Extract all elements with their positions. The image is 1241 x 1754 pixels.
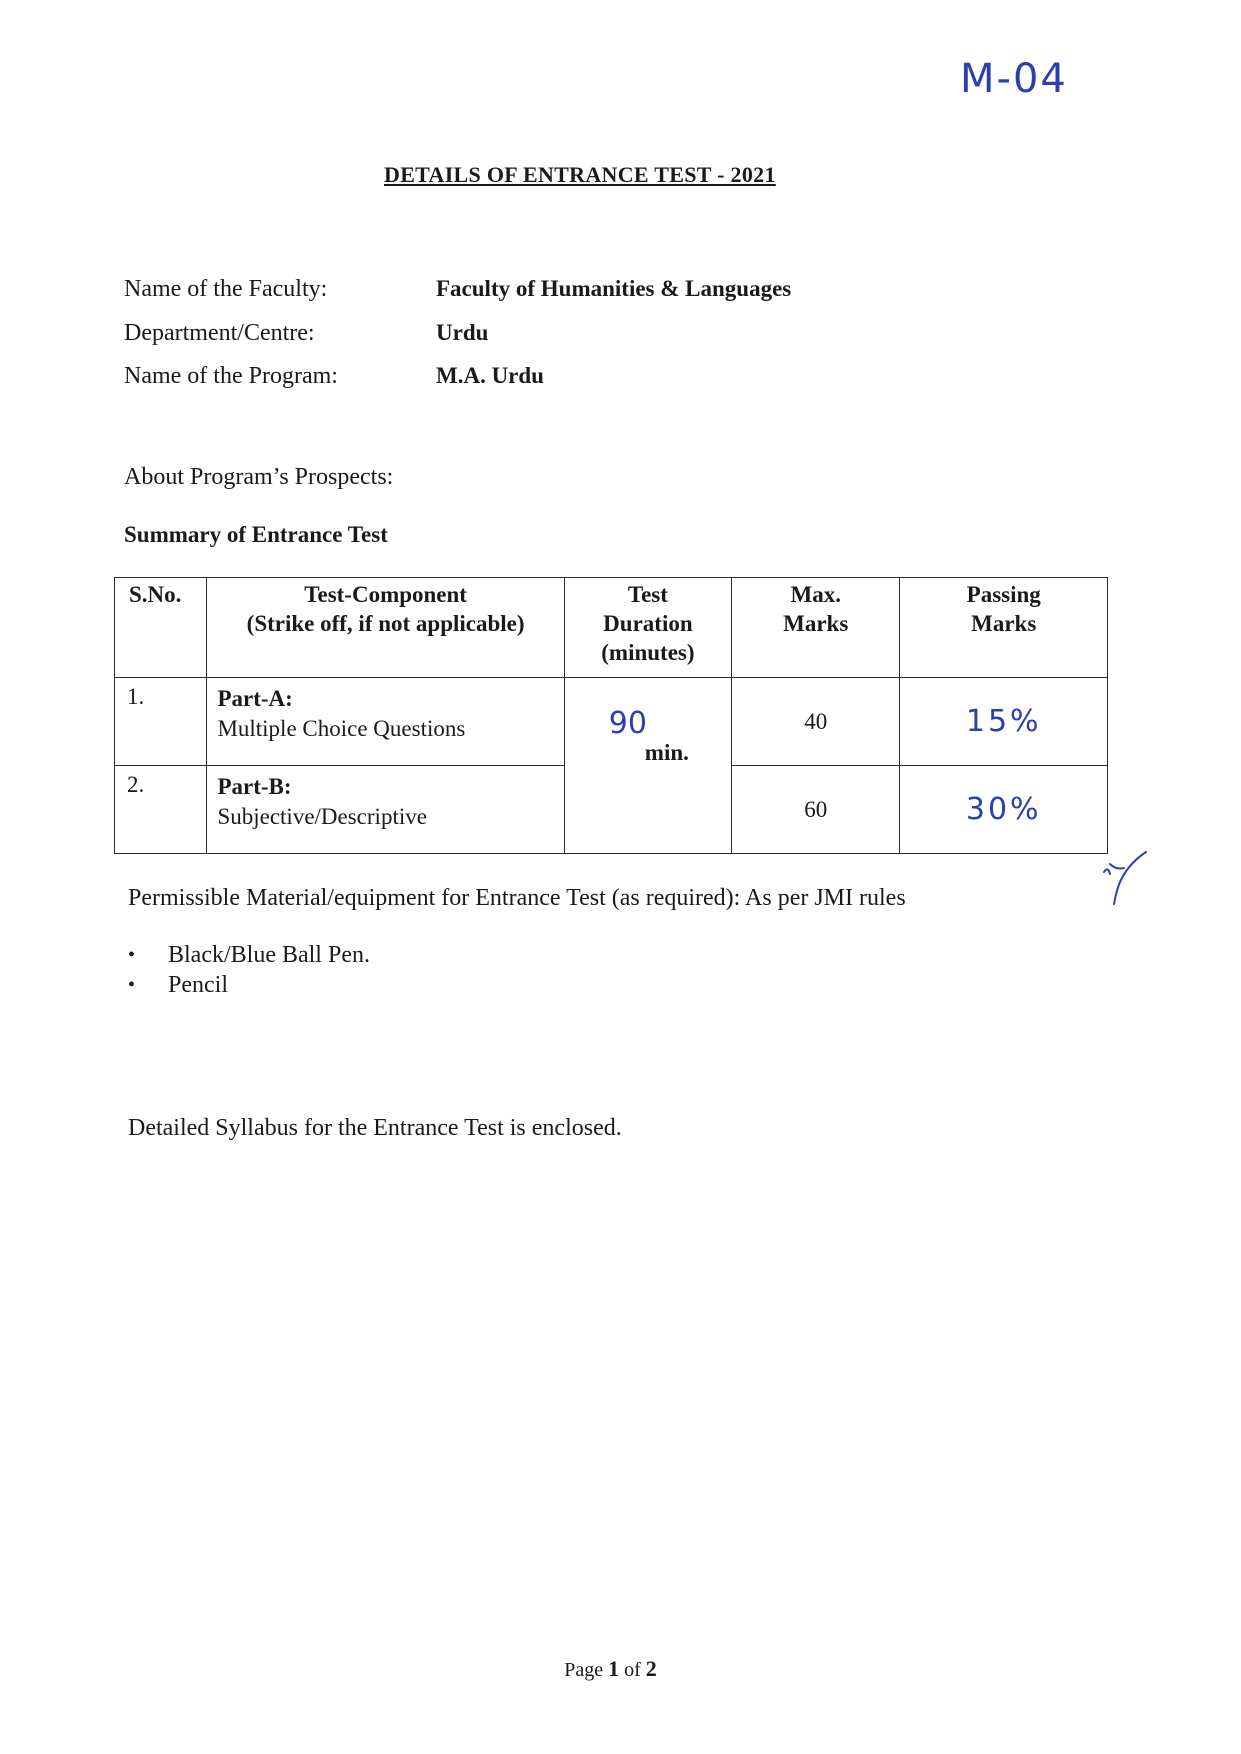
page-footer	[0, 1656, 1221, 1682]
footer-total-pages: 2	[645, 1656, 657, 1681]
row-passing-marks	[900, 678, 1108, 766]
duration-unit: min.	[644, 740, 689, 765]
syllabus-note: Detailed Syllabus for the Entrance Test is enclosed.	[128, 1115, 622, 1141]
header-passing-marks	[900, 578, 1108, 678]
row-component	[207, 766, 564, 854]
footer-current-page: 1	[608, 1656, 620, 1681]
row-part-description: Multiple Choice Questions	[217, 715, 466, 741]
header-max-line2: Marks	[783, 610, 849, 636]
header-duration-line1: Test	[627, 582, 668, 607]
page-title: DETAILS OF ENTRANCE TEST - 2021	[384, 162, 776, 187]
row-part-description: Subjective/Descriptive	[217, 803, 427, 829]
department-label: Department/Centre:	[124, 320, 315, 346]
table-row	[115, 678, 1108, 766]
header-component-line2: (Strike off, if not applicable)	[246, 610, 525, 636]
list-item: • Black/Blue Ball Pen.	[128, 940, 370, 970]
faculty-label: Name of the Faculty:	[124, 276, 328, 302]
prospects-label: About Program’s Prospects:	[124, 464, 394, 490]
summary-heading: Summary of Entrance Test	[124, 522, 388, 547]
permissible-material: Permissible Material/equipment for Entrance Test (as required): As per JMI rules	[128, 885, 906, 911]
duration-cell	[564, 678, 731, 854]
header-duration	[564, 578, 731, 678]
row-max-marks: 60	[732, 766, 900, 854]
header-max-marks	[732, 578, 900, 678]
row-component	[207, 678, 564, 766]
handwritten-passing-b: 30%	[965, 792, 1042, 827]
header-max-line1: Max.	[790, 582, 841, 607]
list-item: • Pencil	[128, 970, 370, 1000]
program-label: Name of the Program:	[124, 363, 338, 389]
row-part-label: Part-B:	[217, 774, 292, 799]
row-passing-marks	[900, 766, 1108, 854]
summary-table	[114, 577, 1108, 854]
row-sno: 1.	[115, 678, 207, 766]
faculty-value: Faculty of Humanities & Languages	[436, 276, 792, 301]
header-passing-line2: Marks	[971, 610, 1037, 636]
row-sno: 2.	[115, 766, 207, 854]
header-component	[207, 578, 564, 678]
row-part-label: Part-A:	[217, 686, 293, 711]
handwritten-passing-a: 15%	[965, 704, 1042, 739]
footer-page-word: Page	[564, 1659, 604, 1681]
handwritten-code: M-04	[960, 56, 1068, 102]
handwritten-initials-icon	[1096, 850, 1166, 910]
program-value: M.A. Urdu	[436, 363, 544, 388]
header-passing-line1: Passing	[966, 582, 1041, 607]
footer-of-word: of	[624, 1659, 641, 1681]
table-header-row	[115, 578, 1108, 678]
handwritten-duration: 90	[608, 706, 647, 741]
header-duration-line2: Duration	[603, 610, 693, 636]
header-duration-line3: (minutes)	[601, 639, 695, 665]
equipment-list	[128, 940, 370, 1000]
header-component-line1: Test-Component	[304, 582, 467, 607]
header-sno: S.No.	[115, 578, 207, 678]
department-value: Urdu	[436, 320, 489, 345]
row-max-marks: 40	[732, 678, 900, 766]
